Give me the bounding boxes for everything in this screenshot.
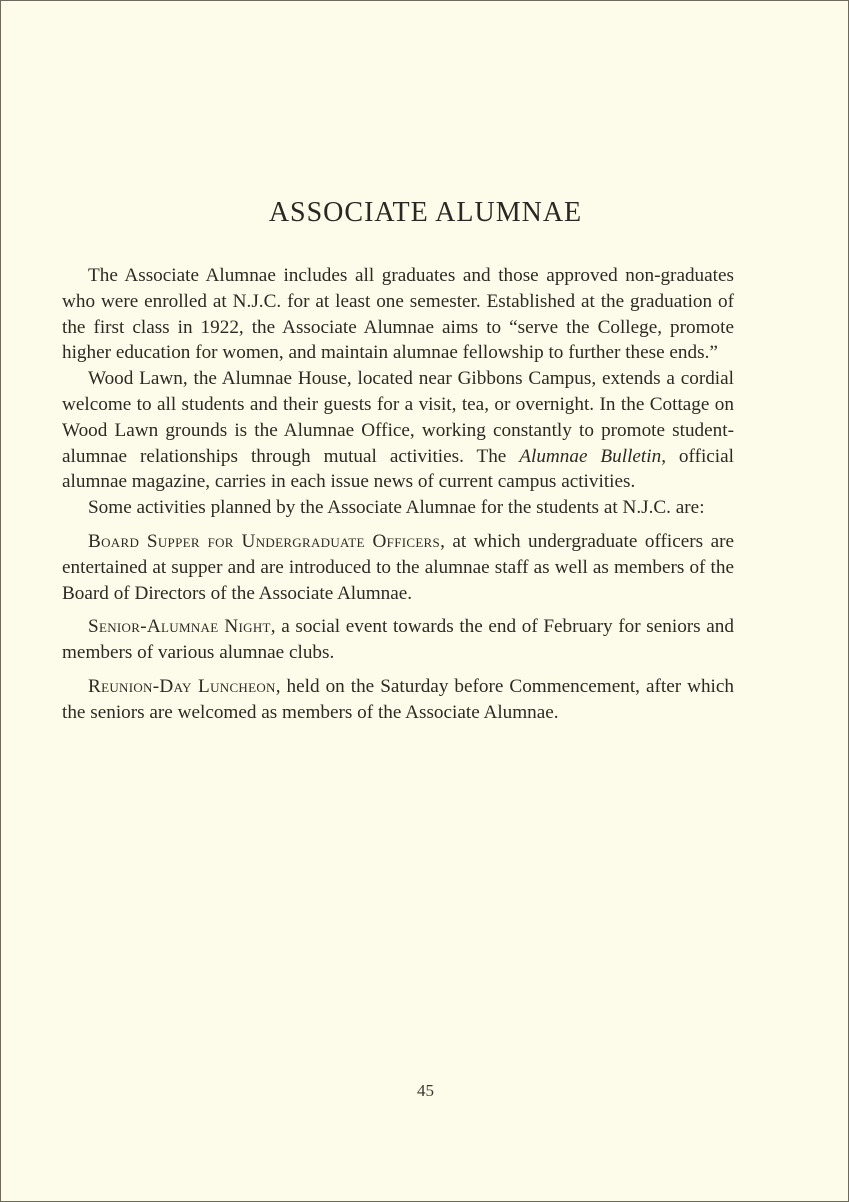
senior-alumnae-night-heading: Senior-Alumnae Night (88, 616, 271, 638)
paragraph-wood-lawn (62, 366, 734, 495)
board-supper-heading: Board Supper for Undergraduate Officers (88, 530, 441, 552)
paragraph-board-supper (62, 529, 734, 606)
paragraph-wood-lawn-text-start: Wood Lawn, the Alumnae House, located near Gibbons Campus, extends a cordial welcome to all students and their guests for a visit, tea, or overnight. In the Cottage on Wood Lawn grounds is the Alumnae Office, working constantly to promote student-alumnae relationships through mutual activities. The (62, 368, 734, 467)
reunion-day-text: , held on the Saturday before Commencement, after which the seniors are welcomed as members of the Associate Alumnae. (62, 675, 734, 723)
page-title: ASSOCIATE ALUMNAE (268, 197, 583, 228)
paragraph-intro: The Associate Alumnae includes all graduates and those approved non-graduates who were enrolled at N.J.C. for at least one semester. Established at the graduation of the first class in 1922, the Associate Alumnae aims to “serve the College, promote higher education for women, and maintain alumnae fellowship to further these ends.” (62, 265, 734, 364)
paragraph-activities-intro: Some activities planned by the Associate Alumnae for the students at N.J.C. are: (88, 497, 705, 519)
body-text (62, 263, 734, 726)
senior-alumnae-night-text: , a social event towards the end of February for seniors and members of various alumnae clubs. (62, 616, 734, 664)
paragraph-reunion-day (62, 674, 734, 726)
alumnae-bulletin-title: Alumnae Bulletin (519, 445, 662, 467)
paragraph-senior-alumnae-night (62, 614, 734, 666)
reunion-day-heading: Reunion-Day Luncheon (88, 675, 276, 697)
paragraph-wood-lawn-text-end: , official alumnae magazine, carries in each issue news of current campus activities. (62, 445, 734, 493)
board-supper-text: , at which undergraduate officers are entertained at supper and are introduced to the alumnae staff as well as members of the Board of Directors of the Associate Alumnae. (62, 530, 734, 604)
page-number: 45 (417, 1081, 434, 1100)
